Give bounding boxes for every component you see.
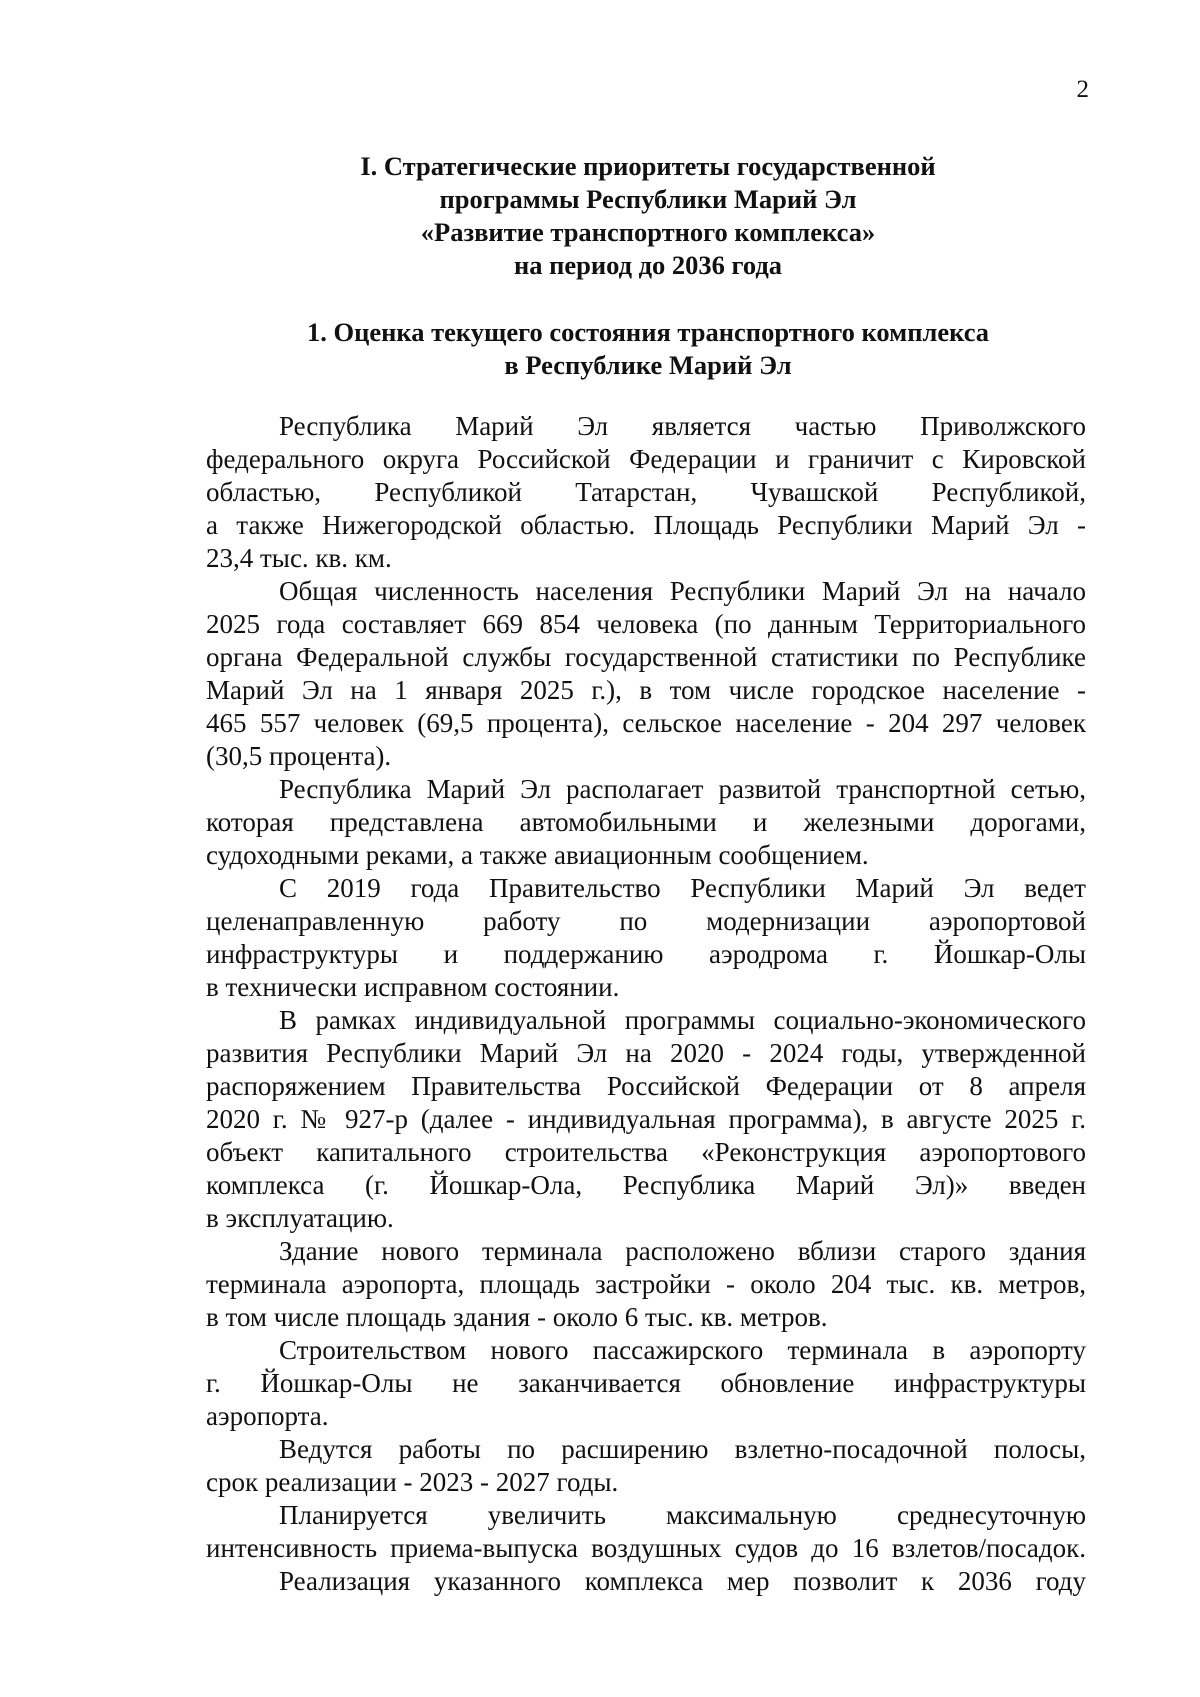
text-line: в том числе площадь здания - около 6 тыс. кв. метров.: [206, 1302, 828, 1332]
text-line: Здание нового терминала расположено вблизи старого здания: [279, 1236, 1086, 1266]
text-line: комплекса (г. Йошкар-Ола, Республика Марий Эл)» введен: [206, 1170, 1086, 1200]
text-line: Республика Марий Эл располагает развитой транспортной сетью,: [279, 774, 1086, 804]
document-title: [48, 150, 1200, 282]
section-heading-line: в Республике Марий Эл: [504, 350, 792, 380]
text-line: С 2019 года Правительство Республики Марий Эл ведет: [279, 873, 1086, 903]
text-line: инфраструктуры и поддержанию аэродрома г. Йошкар-Олы: [206, 939, 1086, 969]
text-line: терминала аэропорта, площадь застройки - около 204 тыс. кв. метров,: [206, 1269, 1086, 1299]
title-line: «Развитие транспортного комплекса»: [420, 217, 876, 247]
text-line: Общая численность населения Республики Марий Эл на начало: [279, 576, 1086, 606]
text-line: 2025 года составляет 669 854 человека (по данным Территориального: [206, 609, 1086, 639]
title-line: на период до 2036 года: [513, 250, 783, 280]
section-heading-line: 1. Оценка текущего состояния транспортного комплекса: [306, 317, 990, 347]
text-line: судоходными реками, а также авиационным сообщением.: [206, 840, 869, 870]
text-line: Строительством нового пассажирского терминала в аэропорту: [279, 1335, 1086, 1365]
title-line: программы Республики Марий Эл: [439, 184, 857, 214]
text-line: Планируется увеличить максимальную среднесуточную: [279, 1500, 1086, 1530]
text-line: интенсивность приема-выпуска воздушных судов до 16 взлетов/посадок.: [206, 1533, 1086, 1563]
text-line: срок реализации - 2023 - 2027 годы.: [206, 1467, 619, 1497]
text-line: В рамках индивидуальной программы социально-экономического: [279, 1005, 1086, 1035]
text-line: целенаправленную работу по модернизации аэропортовой: [206, 906, 1086, 936]
section-heading: [48, 316, 1200, 382]
text-line: Республика Марий Эл является частью Приволжского: [279, 411, 1086, 441]
text-line: федерального округа Российской Федерации и граничит с Кировской: [206, 444, 1086, 474]
text-line: областью, Республикой Татарстан, Чувашской Республикой,: [206, 477, 1086, 507]
text-line: (30,5 процента).: [206, 741, 392, 771]
text-line: аэропорта.: [206, 1401, 329, 1431]
text-line: развития Республики Марий Эл на 2020 - 2024 годы, утвержденной: [206, 1038, 1086, 1068]
title-line: I. Стратегические приоритеты государственной: [360, 151, 936, 181]
text-line: в эксплуатацию.: [206, 1203, 394, 1233]
page-number: 2: [1076, 76, 1089, 103]
body-text: [206, 410, 1086, 1598]
text-line: а также Нижегородской областью. Площадь Республики Марий Эл -: [206, 510, 1086, 540]
text-line: г. Йошкар-Олы не заканчивается обновление инфраструктуры: [206, 1368, 1086, 1398]
text-line: в технически исправном состоянии.: [206, 972, 620, 1002]
text-line: которая представлена автомобильными и железными дорогами,: [206, 807, 1086, 837]
text-line: 2020 г. № 927-р (далее - индивидуальная программа), в августе 2025 г.: [206, 1104, 1086, 1134]
text-line: органа Федеральной службы государственной статистики по Республике: [206, 642, 1086, 672]
text-line: распоряжением Правительства Российской Федерации от 8 апреля: [206, 1071, 1086, 1101]
text-line: 465 557 человек (69,5 процента), сельское население - 204 297 человек: [206, 708, 1086, 738]
text-line: Ведутся работы по расширению взлетно-посадочной полосы,: [279, 1434, 1086, 1464]
text-line: Марий Эл на 1 января 2025 г.), в том числе городское население -: [206, 675, 1086, 705]
text-line: Реализация указанного комплекса мер позволит к 2036 году: [279, 1566, 1086, 1596]
text-line: объект капитального строительства «Реконструкция аэропортового: [206, 1137, 1086, 1167]
text-line: 23,4 тыс. кв. км.: [206, 543, 392, 573]
